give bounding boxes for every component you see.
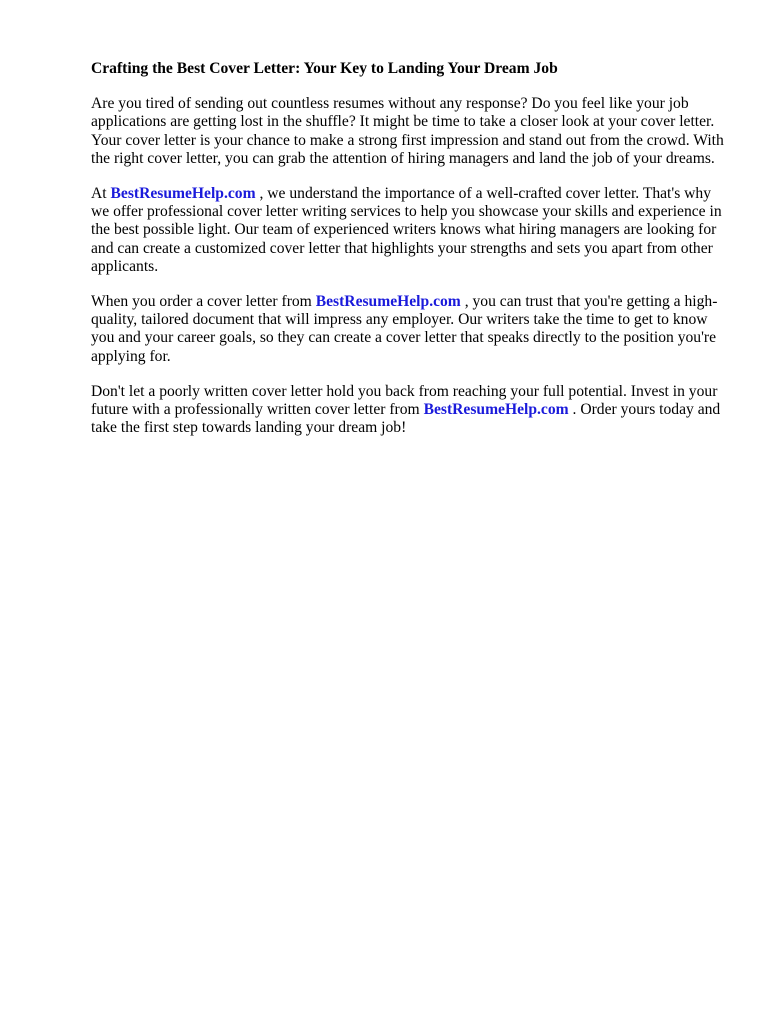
paragraph-closing-lead: Don't let a poorly written cover letter hold you back from reaching your full potential. Invest in your future with a professionally written cover letter from bbox=[91, 382, 718, 419]
paragraph-services-text: , we understand the importance of a well-crafted cover letter. That's why we offer professional cover letter writing services to help you showcase your skills and experience in the best possible light. Our team of experienced writers knows what hiring managers are looking for and can create a customized cover letter that highlights your strengths and sets you apart from other applicants. bbox=[91, 185, 722, 275]
paragraph-closing-text: . Order yours today and take the first step towards landing your dream job! bbox=[91, 401, 721, 437]
bestresumehelp-link-1[interactable]: BestResumeHelp.com bbox=[110, 185, 256, 203]
bestresumehelp-link-3[interactable]: BestResumeHelp.com bbox=[423, 401, 569, 419]
paragraph-intro-text: Are you tired of sending out countless resumes without any response? Do you feel like your job applications are getting lost in the shuffle? It might be time to take a closer look at your cover letter. Your cover letter is your chance to make a strong first impression and stand out from the crowd. With the right cover letter, you can grab the attention of hiring managers and land the job of your dreams. bbox=[91, 95, 724, 167]
paragraph-order-lead: When you order a cover letter from bbox=[91, 293, 316, 311]
paragraph-order bbox=[91, 293, 731, 366]
bestresumehelp-link-2[interactable]: BestResumeHelp.com bbox=[315, 293, 461, 311]
document-body bbox=[91, 60, 731, 454]
paragraph-intro bbox=[91, 95, 731, 168]
paragraph-services-lead: At bbox=[91, 185, 111, 203]
paragraph-closing bbox=[91, 383, 731, 438]
paragraph-services bbox=[91, 185, 731, 276]
document-title: Crafting the Best Cover Letter: Your Key to Landing Your Dream Job bbox=[91, 60, 558, 77]
paragraph-order-text: , you can trust that you're getting a high-quality, tailored document that will impress any employer. Our writers take the time to get to know you and your career goals, so they can create a cover letter that speaks directly to the position you're applying for. bbox=[91, 293, 718, 365]
